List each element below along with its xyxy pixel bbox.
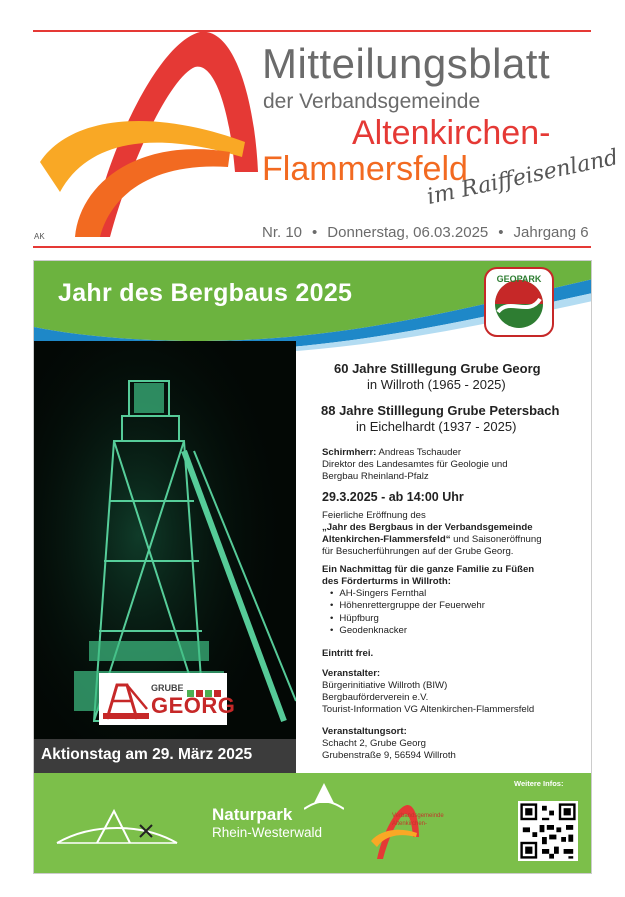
headline-petersbach: 88 Jahre Stilllegung Grube Petersbach	[321, 403, 560, 418]
headline-georg-sub: in Willroth (1965 - 2025)	[367, 377, 506, 392]
grube-word: GRUBE	[151, 683, 184, 693]
masthead-municipality-2: Flammersfeld	[262, 150, 468, 188]
patron-title-1: Direktor des Landesamtes für Geologie und	[322, 459, 508, 470]
patron	[322, 447, 461, 459]
vg-footer-logo	[369, 801, 459, 861]
family-1: Ein Nachmittag für die ganze Familie zu Füßen	[322, 564, 535, 575]
patron-label: Schirmherr:	[322, 447, 377, 458]
program-list	[330, 588, 485, 637]
aktion-bar	[34, 739, 296, 773]
program-item: • Höhenrettergruppe der Feuerwehr	[330, 600, 485, 612]
headline-georg: 60 Jahre Stilllegung Grube Georg	[334, 361, 541, 376]
masthead-bottom-rule	[33, 246, 591, 248]
venue-label: Veranstaltungsort:	[322, 726, 407, 737]
opening-4: für Besucherführungen auf der Grube Georg.	[322, 546, 514, 557]
vg-footer-line2: Altenkirchen-	[392, 821, 428, 827]
patron-title-2: Bergbau Rheinland-Pfalz	[322, 471, 429, 482]
venue-2: Grubenstraße 9, 56594 Willroth	[322, 750, 456, 761]
organizer: Tourist-Information VG Altenkirchen-Flammersfeld	[322, 704, 535, 715]
naturpark-tree-icon	[304, 781, 344, 811]
issue-number: Nr. 10	[262, 224, 303, 241]
issue-line	[262, 224, 589, 241]
aktion-text: Aktionstag am 29. März 2025	[41, 746, 253, 763]
georg-word: GEORG	[151, 693, 236, 718]
masthead-subtitle: der Verbandsgemeinde	[263, 90, 481, 113]
more-info-label: Weitere Infos:	[514, 779, 564, 788]
masthead-municipality-1: Altenkirchen-	[352, 114, 551, 152]
issue-date: Donnerstag, 06.03.2025	[327, 224, 489, 241]
opening-3-rest: und Saisoneröffnung	[450, 534, 542, 545]
event-poster	[33, 260, 592, 874]
bergbau-logo	[52, 803, 182, 853]
masthead-top-rule	[33, 30, 591, 32]
program-item: • AH-Singers Fernthal	[330, 588, 485, 600]
grube-georg-logo	[99, 673, 236, 725]
volume: Jahrgang 6	[513, 224, 589, 241]
masthead-tagline: im Raiffeisenland	[424, 145, 621, 210]
venue-1: Schacht 2, Grube Georg	[322, 738, 426, 749]
headline-petersbach-sub: in Eichelhardt (1937 - 2025)	[356, 419, 517, 434]
organizer-label: Veranstalter:	[322, 668, 381, 679]
opening-3-bold: Altenkirchen-Flammersfeld“	[322, 534, 451, 545]
poster-footer	[34, 773, 592, 874]
patron-name: Andreas Tschauder	[376, 447, 462, 458]
headframe-icon	[103, 679, 149, 721]
program-item: • Hüpfburg	[330, 613, 485, 625]
masthead-title: Mitteilungsblatt	[262, 40, 551, 87]
qr-code[interactable]	[518, 801, 578, 861]
organizer: Bürgerinitiative Willroth (BIW)	[322, 680, 448, 691]
separator-dot: •	[312, 224, 318, 241]
poster-title: Jahr des Bergbaus 2025	[58, 279, 353, 307]
organizer: Bergbauförderverein e.V.	[322, 692, 429, 703]
naturpark-title: Naturpark	[212, 805, 293, 824]
opening-3	[322, 534, 542, 546]
ak-mark: AK	[34, 232, 45, 241]
geopark-badge	[484, 267, 554, 337]
family-2: des Förderturms in Willroth:	[322, 576, 451, 587]
opening-1: Feierliche Eröffnung des	[322, 510, 426, 521]
program-item: • Geodenknacker	[330, 625, 485, 637]
entry: Eintritt frei.	[322, 648, 374, 659]
geopark-label: GEOPARK	[496, 274, 542, 284]
geopark-sub: Westerwald-Lahn-Taunus	[496, 329, 542, 334]
event-date: 29.3.2025 - ab 14:00 Uhr	[322, 490, 464, 504]
separator-dot: •	[498, 224, 504, 241]
opening-2: „Jahr des Bergbaus in der Verbandsgemeinde	[322, 522, 533, 533]
vg-footer-line1: Verbandsgemeinde	[392, 813, 444, 819]
vg-logo-mark	[30, 22, 260, 242]
naturpark-subtitle: Rhein-Westerwald	[212, 825, 323, 840]
